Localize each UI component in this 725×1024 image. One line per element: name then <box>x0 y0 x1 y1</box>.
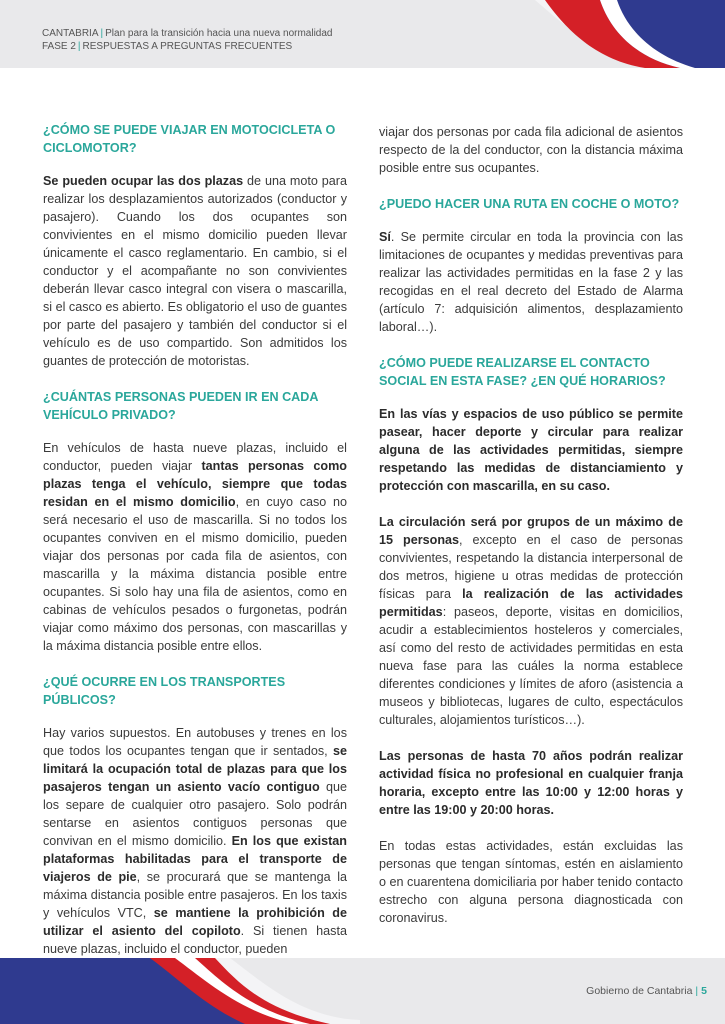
footer-publisher: Gobierno de Cantabria <box>586 985 693 997</box>
right-column <box>379 121 683 945</box>
question-heading: ¿CÓMO SE PUEDE VIAJAR EN MOTOCICLETA O CICLOMOTOR? <box>43 123 336 155</box>
footer-separator: | <box>695 985 699 997</box>
running-header <box>42 27 332 53</box>
left-column <box>43 121 347 976</box>
header-subtitle: RESPUESTAS A PREGUNTAS FRECUENTES <box>82 41 293 52</box>
page-number: 5 <box>701 985 707 997</box>
header-phase: FASE 2 <box>42 41 76 52</box>
header-separator: | <box>77 41 81 52</box>
header-title: Plan para la transición hacia una nueva normalidad <box>105 28 333 39</box>
header-line-2 <box>42 40 332 53</box>
answer-paragraph: Sí. Se permite circular en toda la provincia con las limitaciones de ocupantes y medidas preventivas para realizar las actividades permitidas en la fase 2 y las recogidas en el real decreto del Estado de Alarma (artículo 7: adquisición alimentos, desplazamiento laboral…). <box>379 230 683 334</box>
question-heading: ¿CÓMO PUEDE REALIZARSE EL CONTACTO SOCIAL EN ESTA FASE? ¿EN QUÉ HORARIOS? <box>379 356 666 388</box>
question-heading: ¿CUÁNTAS PERSONAS PUEDEN IR EN CADA VEHÍCULO PRIVADO? <box>43 390 318 422</box>
header-wave-decoration <box>395 0 725 68</box>
page-footer <box>586 985 707 997</box>
answer-paragraph: En las vías y espacios de uso público se permite pasear, hacer deporte y circular para realizar alguna de las actividades permitidas, siempre respetando las medidas de distanciamiento y protección con mascarilla, en su caso. <box>379 407 683 493</box>
answer-paragraph: Hay varios supuestos. En autobuses y trenes en los que todos los ocupantes tengan que ir sentados, se limitará la ocupación total de plazas para que los pasajeros tengan un asiento vacío contiguo que los separe de cualquier otro pasajero. Solo podrán sentarse en asientos contiguos personas que convivan en el mismo domicilio. En los que existan plataformas habilitadas para el transporte de viajeros de pie, se procurará que se mantenga la máxima distancia posible entre pasajeros. En los taxis y vehículos VTC, se mantiene la prohibición de utilizar el asiento del copiloto. Si tienen hasta nueve plazas, incluido el conductor, pueden <box>43 726 347 956</box>
answer-paragraph: Se pueden ocupar las dos plazas de una moto para realizar los desplazamientos autorizados (conductor y pasajero). Cuando los dos ocupantes son convivientes en el mismo domicilio pueden llevar únicamente el casco reglamentario. En cambio, si el conductor y el acompañante no son convivientes deberán llevar casco integral con visera o mascarilla, si el casco es abierto. Es obligatorio el uso de guantes por parte del pasajero y también del conductor si el vehículo es de uso compartido. Son admitidos los guantes de protección de motoristas. <box>43 174 347 368</box>
header-region: CANTABRIA <box>42 28 99 39</box>
footer-wave-decoration <box>0 940 360 1024</box>
question-heading: ¿QUÉ OCURRE EN LOS TRANSPORTES PÚBLICOS? <box>43 675 286 707</box>
question-heading: ¿PUEDO HACER UNA RUTA EN COCHE O MOTO? <box>379 197 680 211</box>
answer-paragraph: Las personas de hasta 70 años podrán realizar actividad física no profesional en cualquier franja horaria, excepto entre las 10:00 y 12:00 horas y entre las 19:00 y 20:00 horas. <box>379 749 683 817</box>
answer-paragraph: En vehículos de hasta nueve plazas, incluido el conductor, pueden viajar tantas personas como plazas tenga el vehículo, siempre que todas residan en el mismo domicilio, en cuyo caso no será necesario el uso de mascarilla. Si no todos los ocupantes conviven en el mismo domicilio, pueden viajar dos personas por cada fila de asientos, con mascarilla y la máxima distancia posible entre ocupantes. Si solo hay una fila de asientos, como en cabinas de vehículos pesados o furgonetas, podrán viajar como máximo dos personas, con mascarillas y la máxima distancia posible entre ellos. <box>43 441 347 653</box>
answer-paragraph-continued: viajar dos personas por cada fila adicional de asientos respecto de la del conductor, con la distancia máxima posible entre sus ocupantes. <box>379 125 683 175</box>
answer-paragraph: La circulación será por grupos de un máximo de 15 personas, excepto en el caso de personas convivientes, respetando la distancia interpersonal de dos metros, higiene u otras medidas de protección físicas para la realización de las actividades permitidas: paseos, deporte, visitas en domicilios, acudir a establecimientos hosteleros y comerciales, así como del resto de actividades permitidas en esta nueva fase para las cuáles la norma establece diferentes condiciones y límites de aforo (asistencia a museos y bibliotecas, lugares de culto, espectáculos culturales, alojamientos turísticos…). <box>379 515 683 727</box>
header-line-1 <box>42 27 332 40</box>
header-separator: | <box>100 28 104 39</box>
answer-paragraph: En todas estas actividades, están excluidas las personas que tengan síntomas, estén en aislamiento o en cuarentena domiciliaria por haber tenido contacto estrecho con alguna persona diagnosticada con coronavirus. <box>379 839 683 925</box>
